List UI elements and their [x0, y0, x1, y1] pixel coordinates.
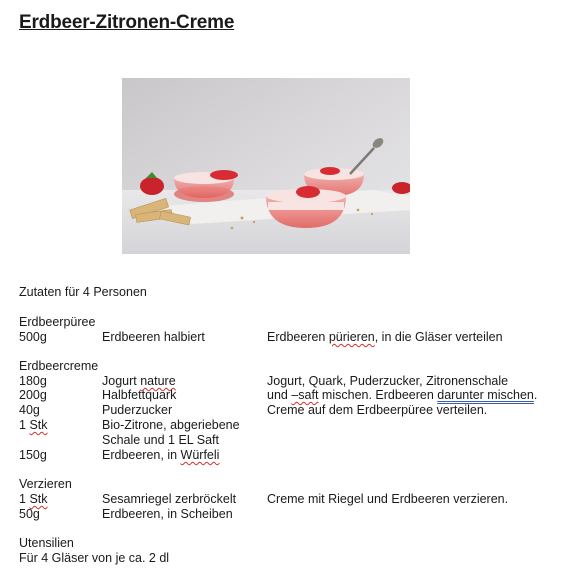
ingredient-qty: 50g	[19, 507, 40, 521]
spelling-mark: Stk	[29, 418, 48, 432]
section-heading-verzieren: Verzieren	[19, 477, 72, 491]
recipe-title: Erdbeer-Zitronen-Creme	[19, 12, 235, 33]
servings-note: Zutaten für 4 Personen	[19, 285, 147, 299]
section-heading-puree: Erdbeerpüree	[19, 315, 96, 329]
ingredient-name: Puderzucker	[102, 403, 173, 417]
instruction-text: Erdbeeren pürieren, in die Gläser verteilen	[267, 330, 503, 344]
ingredient-name: Erdbeeren, in Scheiben	[102, 507, 233, 521]
ingredient-qty: 40g	[19, 403, 40, 417]
dessert-photo	[122, 78, 410, 254]
ingredient-name: Halbfettquark	[102, 388, 177, 402]
ingredient-name: Erdbeeren halbiert	[102, 330, 205, 344]
instruction-text: und –saft mischen. Erdbeeren darunter mischen.	[267, 388, 538, 402]
ingredient-qty: 1 Stk	[19, 418, 48, 432]
spelling-mark: pürieren	[328, 330, 375, 344]
section-heading-utensilien: Utensilien	[19, 536, 74, 550]
ingredient-name: Jogurt nature	[102, 374, 176, 388]
spelling-mark: –saft	[291, 388, 319, 402]
spelling-mark: nature	[140, 374, 176, 388]
utensil-line: Für 4 Gläser von je ca. 2 dl	[19, 551, 170, 565]
instruction-text: Creme auf dem Erdbeerpüree verteilen.	[267, 403, 488, 417]
spelling-mark: Würfeli	[180, 448, 220, 462]
ingredient-name: Bio-Zitrone, abgeriebene	[102, 418, 240, 432]
ingredient-qty: 150g	[19, 448, 47, 462]
ingredient-name: Schale und 1 EL Saft	[102, 433, 219, 447]
section-heading-creme: Erdbeercreme	[19, 359, 99, 373]
instruction-text: Creme mit Riegel und Erdbeeren verzieren.	[267, 492, 509, 506]
ingredient-qty: 180g	[19, 374, 47, 388]
ingredient-name: Sesamriegel zerbröckelt	[102, 492, 237, 506]
ingredient-qty: 500g	[19, 330, 47, 344]
ingredient-qty: 1 Stk	[19, 492, 48, 506]
instruction-text: Jogurt, Quark, Puderzucker, Zitronenschale	[267, 374, 509, 388]
spelling-mark: Stk	[29, 492, 48, 506]
ingredient-name: Erdbeeren, in Würfeli	[102, 448, 220, 462]
grammar-mark: darunter mischen	[437, 388, 534, 402]
ingredient-qty: 200g	[19, 388, 47, 402]
